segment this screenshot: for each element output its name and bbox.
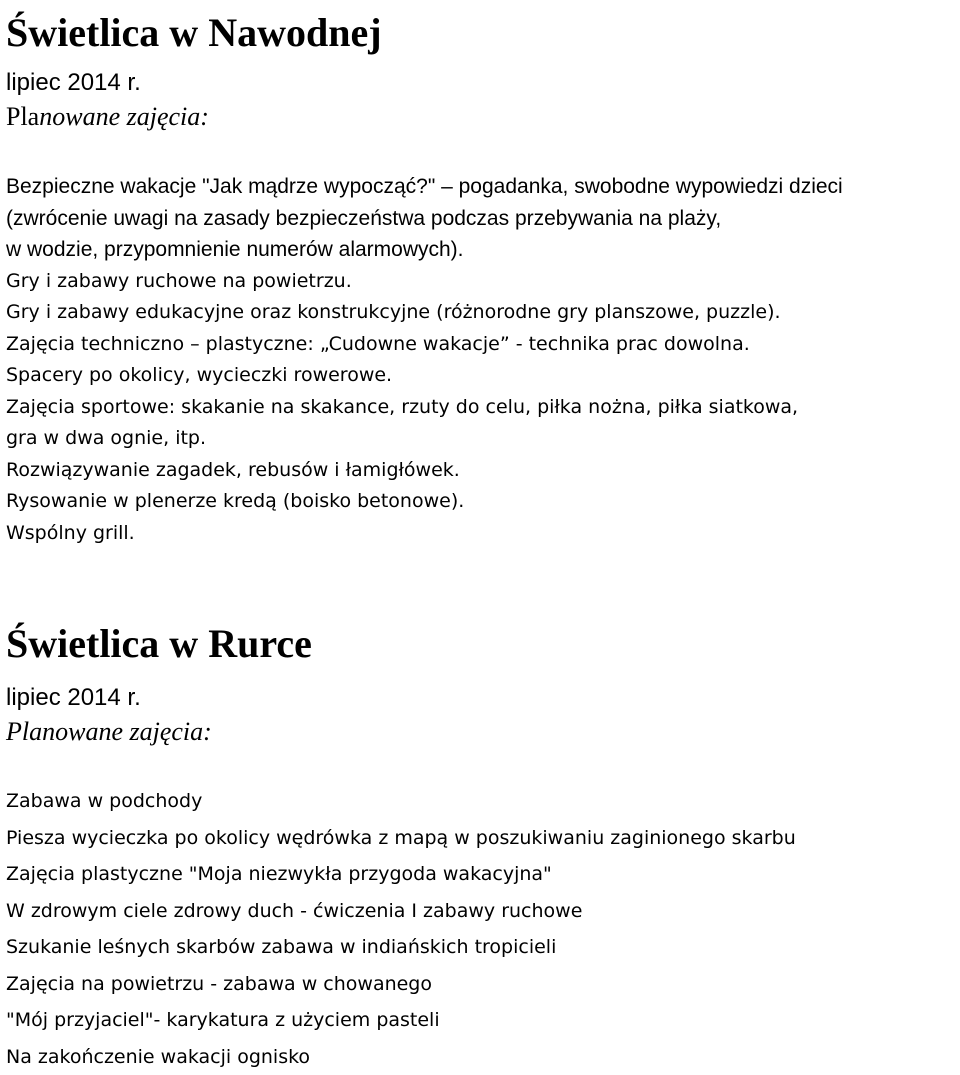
list-item: w wodzie, przypomnienie numerów alarmowych).	[6, 234, 956, 266]
list-item: Spacery po okolicy, wycieczki rowerowe.	[6, 360, 956, 392]
list-item: Na zakończenie wakacji ognisko	[6, 1039, 956, 1075]
list-item: Szukanie leśnych skarbów zabawa w indiańskich tropicieli	[6, 929, 956, 966]
list-item: Bezpieczne wakacje "Jak mądrze wypocząć?" – pogadanka, swobodne wypowiedzi dzieci	[6, 171, 956, 203]
activity-list	[6, 783, 956, 1075]
list-item: Rozwiązywanie zagadek, rebusów i łamigłówek.	[6, 455, 956, 487]
planned-heading-prefix: Pla	[6, 102, 39, 131]
list-item: gra w dwa ognie, itp.	[6, 423, 956, 455]
section-title: Świetlica w Rurce	[6, 622, 312, 666]
list-item: Wspólny grill.	[6, 518, 956, 550]
section-title: Świetlica w Nawodnej	[6, 11, 382, 55]
list-item: Gry i zabawy ruchowe na powietrzu.	[6, 266, 956, 298]
section-month: lipiec 2014 r.	[6, 69, 141, 97]
list-item: Rysowanie w plenerze kredą (boisko betonowe).	[6, 486, 956, 518]
activity-list	[6, 171, 956, 549]
planned-heading	[6, 102, 209, 132]
planned-heading: Planowane zajęcia:	[6, 717, 212, 747]
list-item: Zajęcia plastyczne "Moja niezwykła przygoda wakacyjna"	[6, 856, 956, 893]
list-item: W zdrowym ciele zdrowy duch - ćwiczenia I zabawy ruchowe	[6, 893, 956, 930]
list-item: Zajęcia sportowe: skakanie na skakance, rzuty do celu, piłka nożna, piłka siatkowa,	[6, 392, 956, 424]
list-item: Piesza wycieczka po okolicy wędrówka z mapą w poszukiwaniu zaginionego skarbu	[6, 820, 956, 857]
list-item: (zwrócenie uwagi na zasady bezpieczeństwa podczas przebywania na plaży,	[6, 203, 956, 235]
list-item: Gry i zabawy edukacyjne oraz konstrukcyjne (różnorodne gry planszowe, puzzle).	[6, 297, 956, 329]
list-item: "Mój przyjaciel"- karykatura z użyciem pasteli	[6, 1002, 956, 1039]
planned-heading-rest: nowane zajęcia:	[39, 102, 209, 131]
list-item: Zajęcia techniczno – plastyczne: „Cudowne wakacje” - technika prac dowolna.	[6, 329, 956, 361]
list-item: Zabawa w podchody	[6, 783, 956, 820]
section-month: lipiec 2014 r.	[6, 684, 141, 712]
list-item: Zajęcia na powietrzu - zabawa w chowanego	[6, 966, 956, 1003]
